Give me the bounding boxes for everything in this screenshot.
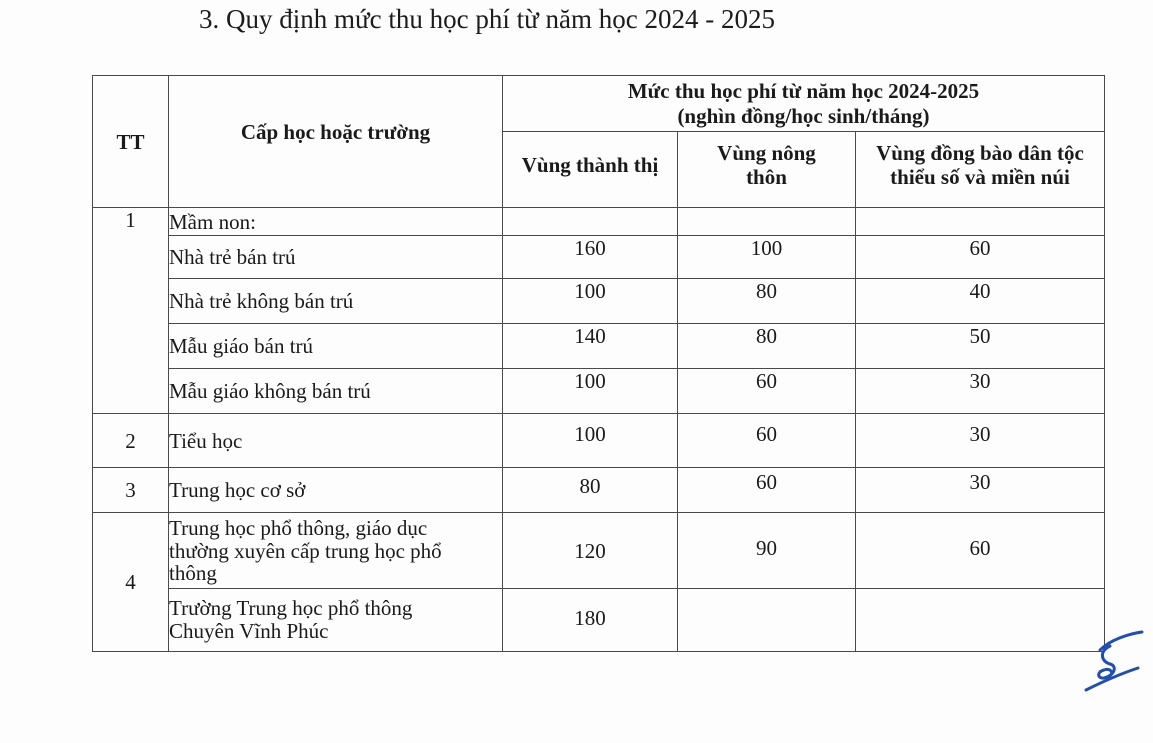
row-level-name: Nhà trẻ không bán trú	[169, 279, 503, 324]
cell-urban: 160	[503, 236, 678, 279]
cell-rural: 100	[678, 236, 856, 279]
row-tt: 2	[93, 414, 169, 468]
signature-initial-icon	[1080, 628, 1150, 692]
header-fee-unit: (nghìn đồng/học sinh/tháng)	[677, 103, 930, 128]
cell-ethnic-mountain	[856, 589, 1105, 652]
cell-urban: 100	[503, 369, 678, 414]
row-level-name: Trường Trung học phổ thông Chuyên Vĩnh Phúc	[169, 589, 503, 652]
cell-ethnic-mountain: 60	[856, 236, 1105, 279]
cell-rural: 60	[678, 414, 856, 468]
cell-ethnic-mountain: 40	[856, 279, 1105, 324]
row-tt: 3	[93, 468, 169, 513]
row-level-name: Mầm non:	[169, 208, 503, 236]
cell-urban: 100	[503, 279, 678, 324]
section-heading: 3. Quy định mức thu học phí từ năm học 2024 - 2025	[199, 4, 775, 34]
header-tt: TT	[93, 76, 169, 208]
row-level-name: Trung học cơ sở	[169, 468, 503, 513]
cell-rural: 80	[678, 279, 856, 324]
cell-urban: 140	[503, 324, 678, 369]
row-tt: 4	[93, 513, 169, 652]
row-level-name: Mẫu giáo không bán trú	[169, 369, 503, 414]
row-tt: 1	[93, 208, 169, 414]
header-fee-group-title: Mức thu học phí từ năm học 2024-2025	[627, 78, 980, 103]
header-rural: Vùng nông thôn	[678, 132, 856, 208]
cell-ethnic-mountain: 30	[856, 369, 1105, 414]
cell-ethnic-mountain: 30	[856, 468, 1105, 513]
cell-ethnic-mountain	[856, 208, 1105, 236]
cell-urban: 80	[503, 468, 678, 513]
cell-urban: 120	[503, 513, 678, 589]
header-ethnic-mountain: Vùng đồng bào dân tộc thiểu số và miền núi	[856, 132, 1105, 208]
tuition-fee-table	[92, 75, 1105, 652]
cell-ethnic-mountain: 50	[856, 324, 1105, 369]
cell-rural	[678, 589, 856, 652]
row-level-name: Nhà trẻ bán trú	[169, 236, 503, 279]
cell-rural	[678, 208, 856, 236]
cell-ethnic-mountain: 60	[856, 513, 1105, 589]
cell-ethnic-mountain: 30	[856, 414, 1105, 468]
cell-rural: 60	[678, 468, 856, 513]
cell-urban	[503, 208, 678, 236]
cell-rural: 90	[678, 513, 856, 589]
row-level-name: Tiểu học	[169, 414, 503, 468]
header-urban: Vùng thành thị	[503, 132, 678, 208]
cell-rural: 80	[678, 324, 856, 369]
row-level-name: Mẫu giáo bán trú	[169, 324, 503, 369]
cell-urban: 180	[503, 589, 678, 652]
row-level-name: Trung học phổ thông, giáo dục thường xuyên cấp trung học phổ thông	[169, 513, 503, 589]
cell-urban: 100	[503, 414, 678, 468]
header-level: Cấp học hoặc trường	[169, 76, 503, 208]
header-fee-group	[503, 76, 1105, 132]
cell-rural: 60	[678, 369, 856, 414]
